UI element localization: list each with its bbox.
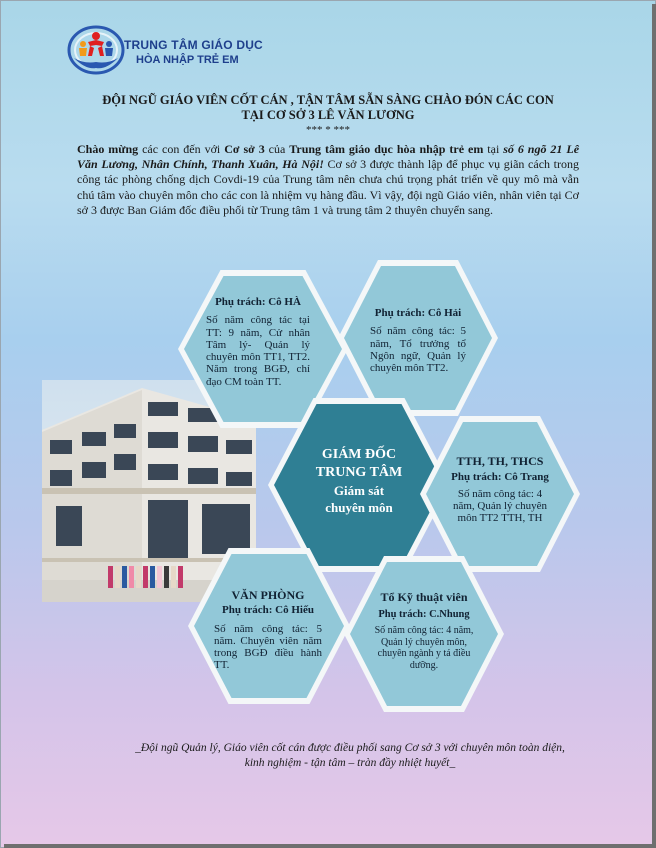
hex-bottom-left-title: Phụ trách: Cô Hiếu (222, 604, 314, 617)
footer-line-1: _Đội ngũ Quản lý, Giáo viên cốt cán được điều phối sang Cơ sở 3 với chuyên môn toàn diện, (135, 742, 565, 754)
page-shadow-right (652, 4, 656, 848)
page-heading (60, 93, 596, 138)
logo-line-1: TRUNG TÂM GIÁO DỤC (124, 38, 263, 52)
center-line-3: Giám sát (333, 483, 385, 498)
hex-right-heading: TTH, TH, THCS (456, 454, 544, 468)
hex-bottom-left-body: Số năm công tác: 5 năm. Chuyên viên năm trong BGĐ điều hành TT. (214, 622, 322, 672)
hex-bottom-left-content (214, 589, 322, 672)
intro-welcome: Chào mừng (77, 142, 139, 156)
intro-text-4: Cơ sở 3 được thành lập để phục vụ giãn cách trong công tác phòng chống dịch Covdi-19 của Trung tâm nên chưa chú trọng phát triển về quy mô mà vẫn chú tâm vào chuyên môn cho các con là nhiệm vụ hàng đầu. Vì vậy, đội ngũ Giáo viên, nhân viên tại Cơ sở 3 được Ban Giám đốc điều phối từ Trung tâm 1 và trung tâm 2 thuyên chuyển sang. (77, 157, 579, 217)
hex-top-left-title: Phụ trách: Cô HÀ (215, 296, 301, 308)
hex-right-body: Số năm công tác: 4 năm, Quản lý chuyên môn TT2 TTH, TH (452, 487, 548, 525)
heading-line-1: ĐỘI NGŨ GIÁO VIÊN CỐT CÁN , TẬN TÂM SẴN SÀNG CHÀO ĐÓN CÁC CON (102, 93, 554, 107)
intro-text-2: của (264, 142, 290, 156)
hex-center-content (286, 446, 432, 516)
center-line-4: chuyên môn (325, 500, 393, 515)
hex-right-content (446, 455, 554, 524)
hex-bottom-right-heading: Tổ Kỹ thuật viên (380, 590, 468, 604)
hex-bottom-left-heading: VĂN PHÒNG (231, 588, 305, 602)
intro-campus: Cơ sở 3 (224, 142, 265, 156)
logo-emblem-icon (66, 24, 126, 80)
logo (66, 24, 266, 80)
hex-top-right-title: Phụ trách: Cô Hải (374, 307, 462, 319)
hex-bottom-right-content (372, 592, 476, 671)
hex-top-left-content (206, 296, 310, 388)
footer-line-2: kinh nghiệm - tận tâm – tràn đầy nhiệt huyết_ (244, 756, 456, 769)
hex-bottom-right-title: Phụ trách: C.Nhung (378, 608, 470, 620)
hex-top-left-body: Số năm công tác tại TT: 9 năm, Cử nhân Tâm lý- Quản lý chuyên môn TT1, TT2. Năm trong BGĐ, chỉ đạo CM toàn TT. (206, 314, 310, 388)
intro-address: số 6 ngõ 21 Lê Văn Lương, Nhân Chính, Thanh Xuân, Hà Nội! (77, 142, 580, 172)
intro-center-name: Trung tâm giáo dục hòa nhập trẻ em (289, 142, 484, 156)
heading-line-2: TẠI CƠ SỞ 3 LÊ VĂN LƯƠNG (241, 108, 415, 122)
intro-text-3: tại (483, 142, 504, 156)
hex-top-right-body: Số năm công tác: 5 năm, Tổ trưởng tổ Ngôn ngữ, Quản lý chuyên môn TT2. (370, 325, 466, 375)
page-shadow-bottom (4, 844, 656, 848)
hex-top-right-content (370, 307, 466, 374)
center-line-2: TRUNG TÂM (315, 465, 403, 480)
heading-stars: *** * *** (306, 124, 350, 136)
hex-right-title: Phụ trách: Cô Trang (451, 471, 549, 484)
footer-caption (130, 741, 570, 770)
center-line-1: GIÁM ĐỐC (321, 447, 397, 462)
hex-bottom-right-body: Số năm công tác: 4 năm, Quản lý chuyên môn, chuyên ngành y tá điều dưỡng. (374, 625, 474, 671)
intro-text-1: các con đến với (138, 142, 225, 156)
intro-paragraph (77, 142, 579, 218)
logo-line-2: HÒA NHẬP TRẺ EM (136, 54, 239, 66)
people-group (108, 566, 183, 588)
